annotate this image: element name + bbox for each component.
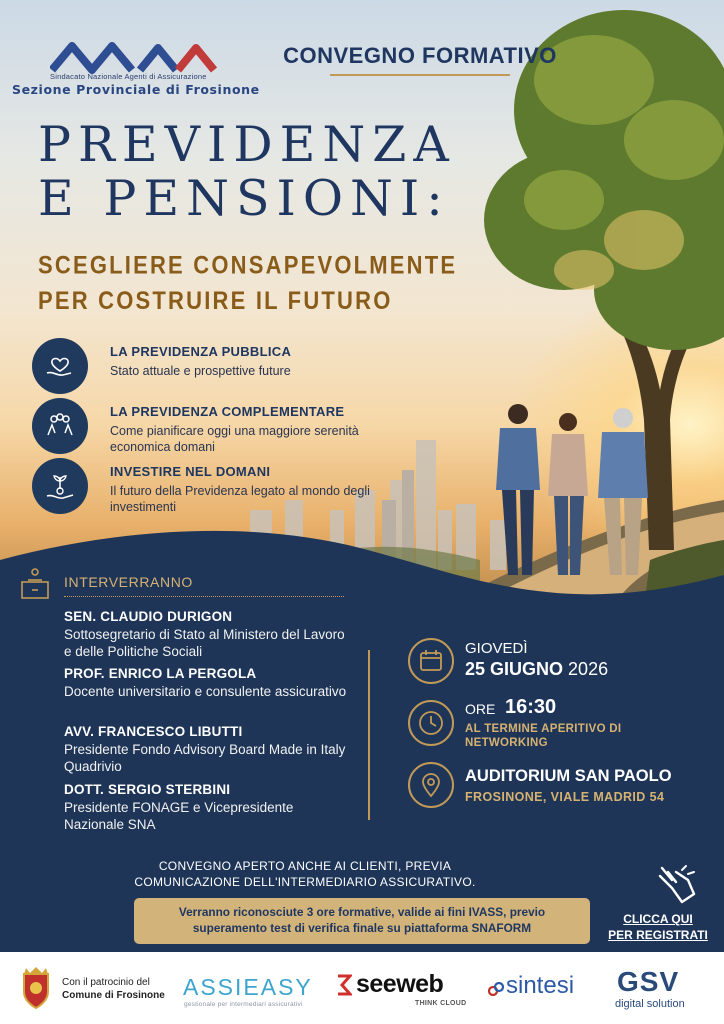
event-time: 16:30	[505, 696, 557, 718]
speaker-role: Presidente FONAGE e Vicepresidente Nazionale SNA	[64, 800, 294, 832]
logo-subtitle: Sindacato Nazionale Agenti di Assicurazione	[50, 72, 207, 81]
notice-text: CONVEGNO APERTO ANCHE AI CLIENTI, PREVIA COMUNICAZIONE DELL'INTERMEDIARIO ASSICURATIVO.	[134, 859, 476, 889]
main-title	[38, 118, 456, 226]
event-date-bold: 25 GIUGNO	[465, 659, 564, 679]
patronage-line2: Comune di Frosinone	[62, 990, 165, 1001]
credits-box: Verranno riconosciute 3 ore formative, valide ai fini IVASS, previo superamento test di verifica finale su piattaforma SNAFORM	[134, 898, 590, 944]
heart-hands-icon	[32, 338, 88, 394]
gsv-logo: GSV	[617, 966, 680, 997]
patronage-line1: Con il patrocinio del	[62, 977, 150, 988]
speaker-role: Docente universitario e consulente assicurativo	[64, 684, 347, 699]
seeweb-logo: seeweb	[356, 970, 444, 998]
speaker-role: Sottosegretario di Stato al Ministero del Lavoro e delle Politiche Sociali	[64, 627, 345, 659]
subtitle-line2: PER COSTRUIRE IL FUTURO	[38, 286, 393, 315]
footer-sponsors	[0, 952, 724, 1024]
main-title-line2: E PENSIONI:	[38, 170, 450, 227]
speakers-heading: INTERVERRANNO	[64, 574, 193, 590]
sintesi-logo: sintesi	[506, 972, 575, 999]
assieasy-tagline: gestionale per intermediari assicurativi	[184, 1001, 303, 1008]
speaker-item	[64, 782, 354, 833]
assieasy-logo: ASSIEASY	[183, 974, 313, 1000]
speaker-name: PROF. ENRICO LA PERGOLA	[64, 666, 257, 681]
subtitle-line1: SCEGLIERE CONSAPEVOLMENTE	[38, 250, 458, 280]
topic-title: LA PREVIDENZA COMPLEMENTARE	[110, 404, 345, 419]
topic-item	[32, 458, 392, 518]
gsv-tagline: digital solution	[615, 998, 685, 1010]
topic-description: Come pianificare oggi una maggiore serenità economica domani	[110, 424, 359, 454]
topic-description: Il futuro della Previdenza legato al mondo degli investimenti	[110, 484, 370, 514]
register-link[interactable]	[598, 911, 718, 943]
venue-name: AUDITORIUM SAN PAOLO	[465, 767, 672, 785]
speaker-item	[64, 666, 354, 700]
patronage-text	[62, 976, 165, 1002]
speaker-role: Presidente Fondo Advisory Board Made in Italy Quadrivio	[64, 742, 346, 774]
topic-description: Stato attuale e prospettive future	[110, 364, 291, 378]
podium-icon	[18, 566, 52, 600]
event-date	[465, 659, 608, 680]
calendar-icon	[408, 638, 454, 684]
speaker-name: SEN. CLAUDIO DURIGON	[64, 609, 233, 624]
speaker-item	[64, 609, 354, 660]
clock-icon	[408, 700, 454, 746]
topic-item	[32, 338, 392, 398]
people-hands-icon	[32, 398, 88, 454]
topic-title: LA PREVIDENZA PUBBLICA	[110, 344, 292, 359]
topic-item	[32, 398, 392, 458]
main-title-line1: PREVIDENZA	[38, 116, 456, 173]
header-divider	[330, 74, 510, 76]
speaker-item	[64, 724, 354, 775]
topic-title: INVESTIRE NEL DOMANI	[110, 464, 271, 479]
event-year: 2026	[568, 659, 609, 679]
subtitle	[38, 247, 457, 318]
speaker-name: AVV. FRANCESCO LIBUTTI	[64, 724, 243, 739]
event-day: GIOVEDÌ	[465, 640, 528, 657]
frosinone-crest-icon	[18, 964, 54, 1012]
speaker-name: DOTT. SERGIO STERBINI	[64, 782, 231, 797]
venue-address: FROSINONE, VIALE MADRID 54	[465, 790, 665, 804]
seeweb-tagline: THINK CLOUD	[415, 1000, 467, 1007]
speakers-divider	[64, 596, 344, 597]
time-prefix: ORE	[465, 701, 496, 717]
seeweb-mark-icon	[336, 974, 352, 996]
pointer-hand-icon[interactable]	[652, 862, 700, 906]
event-type: CONVEGNO FORMATIVO	[283, 43, 557, 68]
info-divider	[368, 650, 370, 820]
register-link-line1[interactable]: CLICCA QUI	[623, 912, 693, 926]
time-note: AL TERMINE APERITIVO DI NETWORKING	[465, 723, 622, 749]
register-link-line2[interactable]: PER REGISTRATI	[608, 928, 708, 942]
section-label: Sezione Provinciale di Frosinone	[12, 82, 260, 97]
plant-coin-icon	[32, 458, 88, 514]
location-pin-icon	[408, 762, 454, 808]
sintesi-mark-icon	[488, 982, 504, 996]
